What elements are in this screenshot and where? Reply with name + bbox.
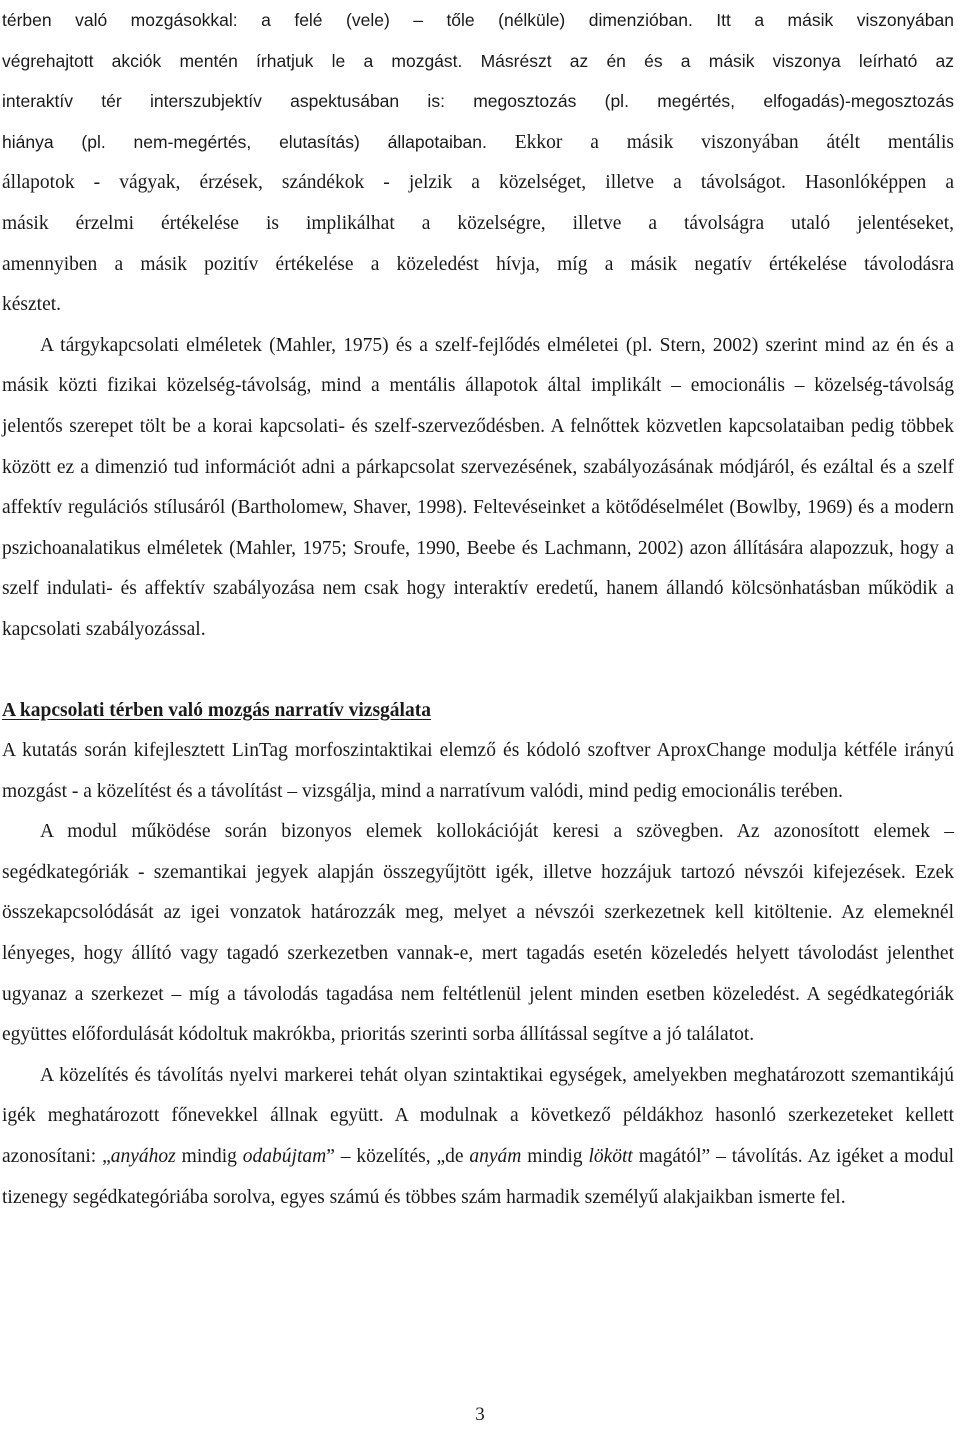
- intro-line-4: [2, 122, 954, 164]
- markers-text-b: mindig: [175, 1146, 243, 1168]
- intro-text-5: állapotok - vágyak, érzések, szándékok - jelzik a közelséget, illetve a távolságot.: [2, 172, 786, 194]
- intro-text-3: interaktív tér interszubjektív aspektusában is: megosztozás (pl. megértés, elfogadás)-megosztozás: [2, 91, 954, 112]
- intro-line-5: [2, 163, 954, 204]
- example-word-anyam: anyám: [469, 1146, 522, 1168]
- markers-text-c: ” – közelítés, „de: [326, 1146, 470, 1168]
- intro-text-4a: hiánya (pl. nem-megértés, elutasítás) állapotaiban.: [2, 131, 487, 152]
- section-gap: [2, 651, 954, 691]
- markers-text-d: mindig: [521, 1146, 589, 1168]
- intro-text-5b: Hasonlóképpen a: [785, 172, 954, 194]
- example-word-lokott: lökött: [588, 1146, 633, 1168]
- paragraph-object-relations: A tárgykapcsolati elméletek (Mahler, 1975) és a szelf-fejlődés elméletei (pl. Stern, 2002) szerint mind az én és a másik közti fizikai közelség-távolság, mind a mentális állapotok által implikált – emocionális – közelség-távolság jelentős szerepet tölt be a korai kapcsolati- és szelf-szerveződésben. A felnőttek közvetlen kapcsolataiban pedig többek között ez a dimenzió tud információt adni a párkapcsolat szervezésének, szabályozásának módjáról, és ezáltal és a szelf affektív regulációs stílusáról (Bartholomew, Shaver, 1998). Feltevéseinket a kötődéselmélet (Bowlby, 1969) és a modern pszichoanalatikus elméletek (Mahler, 1975; Sroufe, 1990, Beebe és Lachmann, 2002) azon állítására alapozzuk, hogy a szelf indulati- és affektív szabályozása nem csak hogy interaktív eredetű, hanem állandó kölcsönhatásban működik a kapcsolati szabályozással.: [2, 334, 954, 640]
- intro-text-8: késztet.: [2, 294, 62, 316]
- document-page: [2, 0, 954, 1218]
- intro-line-8: [2, 285, 954, 326]
- paragraph-markers: [2, 1056, 954, 1218]
- example-word-anyahoz: anyához: [110, 1146, 176, 1168]
- markers-text-a: A közelítés és távolítás nyelvi markerei tehát olyan szintaktikai egységek, amelyekben meghatározott szemantikájú igék meghatározott főnevekkel állnak együtt. A modulnak a következő példákhoz hasonló szerkezeteket kellett azonosítani: „: [2, 1064, 954, 1168]
- paragraph-module: A modul működése során bizonyos elemek kollokációját keresi a szövegben. Az azonosított elemek – segédkategóriák - szemantikai jegyek alapján összegyűjtött igék, illetve hozzájuk tartozó névszói kifejezések. Ezek összekapcsolódását az igei vonzatok határozzák meg, melyet a névszói szerkezetnek kell kitöltenie. Az elemeknél lényeges, hogy állító vagy tagadó szerkezetben vannak-e, mert tagadás esetén közeledés helyett távolodást jelenthet ugyanaz a szerkezet – míg a távolodás tagadása nem feltétlenül jelent minden esetben közeledést. A segédkategóriák együttes előfordulását kódoltuk makrókba, prioritás szerinti sorba állítással segítve a jó találatot.: [2, 821, 954, 1046]
- example-word-odabujtam: odabújtam: [242, 1146, 327, 1168]
- intro-text-6: másik érzelmi értékelése is implikálhat a közelségre, illetve a távolságra utaló jelentéseket,: [2, 212, 954, 234]
- intro-text-7: amennyiben a másik pozitív értékelése a közeledést hívja, míg a másik negatív értékelése távolodásra: [2, 253, 954, 275]
- intro-line-7: [2, 245, 954, 286]
- page-number: 3: [475, 1404, 485, 1425]
- intro-text-2: végrehajtott akciók mentén írhatjuk le a mozgást. Másrészt az én és a másik viszonya leírható az: [2, 50, 954, 71]
- section-heading: A kapcsolati térben való mozgás narratív vizsgálata: [2, 699, 431, 721]
- paragraph-lintag: A kutatás során kifejlesztett LinTag morfoszintaktikai elemző és kódoló szoftver AproxChange modulja kétféle irányú mozgást - a közelítést és a távolítást – vizsgálja, mind a narratívum valódi, mind pedig emocionális terében.: [2, 740, 954, 802]
- intro-line-6: [2, 204, 954, 245]
- intro-line-2: [2, 41, 954, 82]
- intro-text-4b: Ekkor a másik viszonyában átélt mentális: [486, 131, 954, 153]
- intro-line-1: [2, 0, 954, 41]
- intro-line-3: [2, 81, 954, 122]
- intro-text-1: térben való mozgásokkal: a felé (vele) – tőle (nélküle) dimenzióban. Itt a másik viszonyában: [2, 10, 954, 30]
- markers-text-e: magától” – távolítás. Az igéket a modul tizenegy segédkategóriába sorolva, egyes számú és többes szám harmadik személyű alakjaikban ismerte fel.: [2, 1146, 954, 1208]
